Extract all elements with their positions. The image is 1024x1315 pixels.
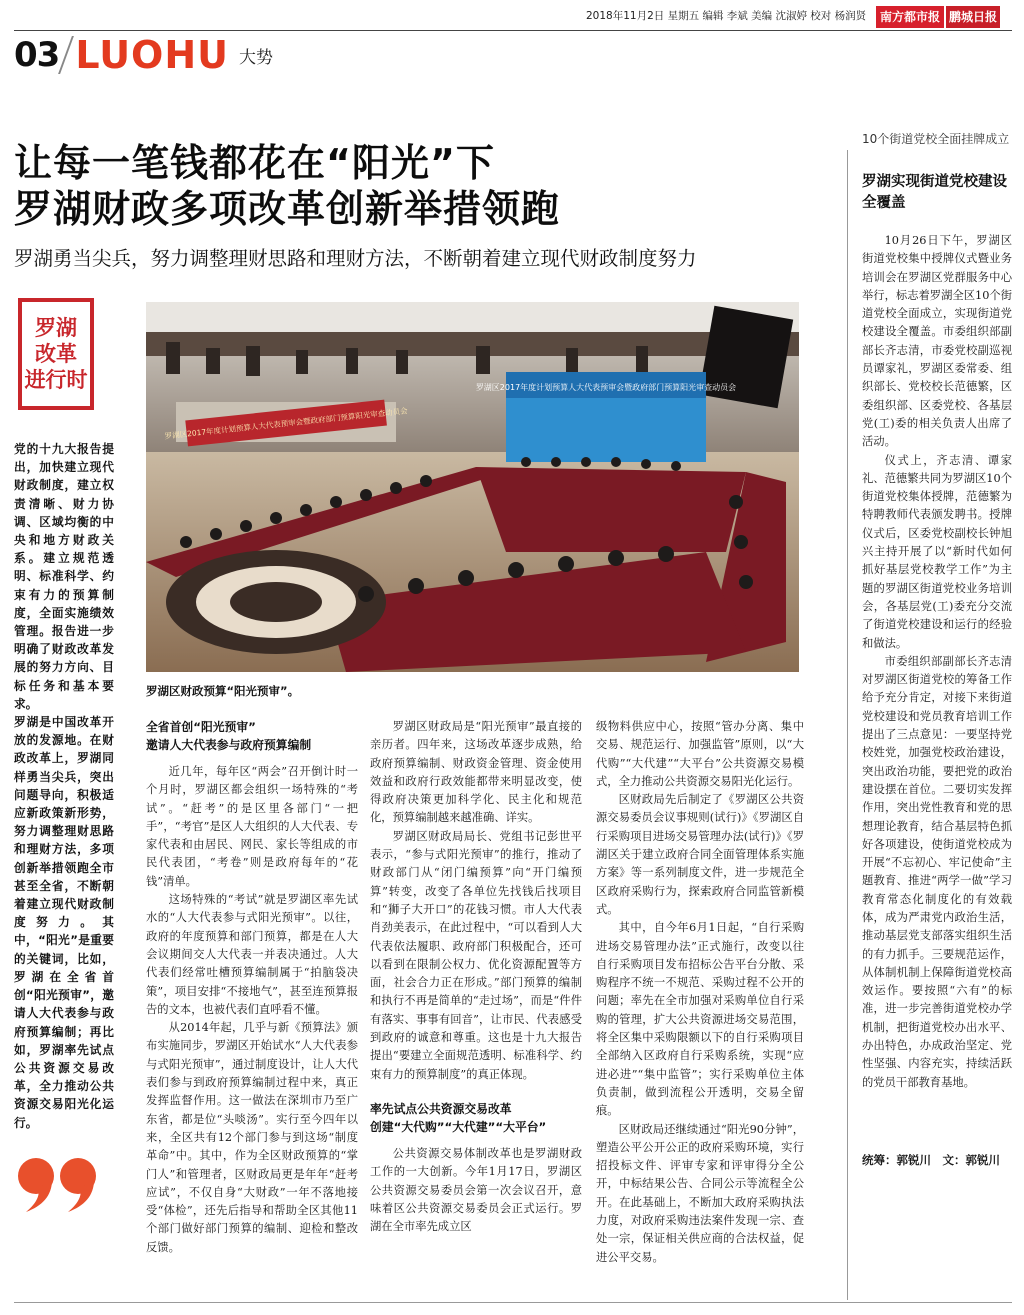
section-header: [14, 30, 273, 80]
seal-row-2: 改革: [35, 341, 77, 366]
brand-edition: 鹏城日报: [946, 6, 1000, 28]
sidebar-title: 罗湖实现街道党校建设全覆盖: [862, 174, 1007, 211]
screen-text: 罗湖区2017年度计划预算人大代表预审会暨政府部门预算阳光审查动员会: [475, 383, 737, 392]
article-paragraph: 公共资源交易体制改革也是罗湖财政工作的一大创新。今年1月17日，罗湖区公共资源交易委员会第一次会议召开，意味着区公共资源交易委员会正式运行。罗湖在全市率先成立区: [370, 1146, 582, 1234]
masthead-info: 2018年11月2日 星期五 编辑 李斌 美编 沈淑婷 校对 杨润贤: [586, 10, 867, 22]
article-paragraph: 罗湖区财政局是“阳光预审”最直接的亲历者。四年来，这场改革逐步成熟，给政府预算编制、财政资金管理、资金使用效益和政府行政效能都带来明显改变，使得政府决策更加科学化、民主化和规范化，预算编制越来越准确、详实。: [370, 720, 582, 825]
headline-line-2: 罗湖财政多项改革创新举措领跑: [14, 187, 561, 231]
sidebar-divider: [847, 150, 848, 1300]
headline-line-1: 让每一笔钱都花在“阳光”下: [14, 141, 495, 185]
article-paragraph: 这场特殊的“考试”就是罗湖区率先试水的“人大代表参与式阳光预审”。以往，政府的年度预算和部门预算，都是在人大会议期间交人大代表一并表决通过。人大代表们经常吐槽预算编制属于“拍脑袋决策”，项目安排“不接地气”，甚至连预算报告的文本，也被代表们直呼看不懂。: [146, 893, 358, 1016]
bottom-rule: [14, 1302, 1012, 1303]
article-paragraph: 从2014年起，几乎与新《预算法》颁布实施同步，罗湖区开始试水“人大代表参与式阳光预审”，通过制度设计，让人大代表们参与到政府预算编制过程中来，真正发挥监督作用。这一做法在深圳市乃至广东省，都是位“头啖汤”。实行至今四年以来，全区共有12个部门参与到这场“制度革命”中。其中，作为全区财政预算的“掌门人”和管理者，区财政局更是年年“赶考应试”，不仅自身“大财政”一年不落地接受“体检”，还先后指导和帮助全区其他11个部门做好部门预算的编制、迎检和整改反馈。: [146, 1021, 358, 1254]
byline: 统筹：郭锐川 文：郭锐川: [862, 1153, 1000, 1167]
subheading-1b: 邀请人大代表参与政府预算编制: [146, 738, 312, 752]
article-paragraph: 区财政局先后制定了《罗湖区公共资源交易委员会议事规则(试行)》《罗湖区自行采购项目进场交易管理办法(试行)》《罗湖区关于建立政府合同全面管理体系实施方案》等一系列制度文件，进一步规范全区政府采购行为，探索政府合同监管新模式。: [596, 793, 804, 916]
brand-logo: [876, 6, 1010, 28]
sidebar-pretitle: 10个街道党校全面挂牌成立: [862, 132, 1010, 146]
seal-row-3: 进行时: [24, 367, 88, 392]
article-paragraph: 其中，自今年6月1日起，“自行采购进场交易管理办法”正式施行，改变以往自行采购项目发布招标公告平台分散、采购程序不统一不规范、采购过程不公开的问题；率先在全市加强对采购单位自行采购的管理，扩大公共资源进场交易范围，将全区集中采购限额以下的自行采购项目全部纳入区政府自行采购系统，实现“应进必进”“集中监管”；实行采购单位主体负责制，做到流程公开透明，交易全留痕。: [596, 921, 804, 1118]
sidebar-paragraph: 仪式上，齐志清、谭家礼、范德繁共同为罗湖区10个街道党校集体授牌，范德繁为特聘教师代表颁发聘书。授牌仪式后，区委党校副校长钟旭兴主持开展了以“新时代如何抓好基层党校教学工作”为主题的罗湖区街道党校业务培训会，各基层党(工)委充分交流了街道党校建设和运行的经验和做法。: [862, 453, 1012, 650]
subhead: 罗湖勇当尖兵，努力调整理财思路和理财方法，不断朝着建立现代财政制度努力: [14, 247, 697, 270]
sidebar-paragraph: 10月26日下午，罗湖区街道党校集中授牌仪式暨业务培训会在罗湖区党群服务中心举行，标志着罗湖全区10个街道党校全面成立，实现街道党校建设全覆盖。市委组织部副部长齐志清，市委党校副巡视员谭家礼，罗湖区委常委、组织部长、党校校长范德繁，区委组织部、区委党校、各基层党(工)委的相关负责人出席了活动。: [862, 234, 1012, 449]
banner-text: 罗湖区2017年度计划预算人大代表预审会暨政府部门预算阳光审查动员会: [164, 406, 409, 441]
article-column-1: [146, 718, 358, 1257]
slash-divider: [58, 36, 74, 74]
meeting-photo: [146, 302, 799, 672]
column-seal: [18, 298, 94, 410]
intro-column: [14, 440, 114, 1132]
meeting-photo-illustration: [146, 302, 799, 672]
section-name: LUOHU: [75, 33, 230, 77]
sidebar-body: [862, 232, 1012, 1092]
article-column-3: [596, 718, 804, 1267]
page-number: 03: [14, 35, 60, 75]
article-paragraph: 区财政局还继续通过“阳光90分钟”，塑造公平公开公正的政府采购环境，实行招投标文件、评审专家和评审得分全公开，中标结果公告、合同公示等流程全公开。在此基础上，不断加大政府采购执法力度，对政府采购违法案件发现一宗、查处一宗，保证相关供应商的合法权益，促进公平交易。: [596, 1122, 804, 1264]
headline: [14, 140, 814, 232]
quote-icon: [16, 1154, 106, 1214]
sidebar-paragraph: 市委组织部副部长齐志清对罗湖区街道党校的筹备工作给予充分肯定，对接下来街道党校建设和党员教育培训工作提出了三点意见：一要坚持党校姓党，加强党校政治建设，突出政治功能，要把党的政治建设摆在首位。二要切实发挥作用，突出党性教育和党的思想理论教育，结合基层特色抓好各项建设，使街道党校成为开展“不忘初心、牢记使命”主题教育、推进“两学一做”学习教育常态化制度化的有效载体，成为严肃党内政治生活，推动基层党支部落实组织生活的有力抓手。三要规范运作，从体制机制上保障街道党校高效运作。要按照“六有”的标准，进一步完善街道党校办学机制，把街道党校办出水平、办出特色，办成政治坚定、党性坚强、内容充实，持续活跃的党员干部教育基地。: [862, 654, 1012, 1089]
subheading-2a: 率先试点公共资源交易改革: [370, 1101, 512, 1116]
photo-caption: 罗湖区财政预算“阳光预审”。: [146, 684, 300, 698]
article-paragraph: 罗湖区财政局局长、党组书记彭世平表示，“参与式阳光预审”的推行，推动了财政部门从“闭门编预算”向“开门编预算”转变，改变了各单位先找钱后找项目和“狮子大开口”的花钱习惯。市人大代表肖劲美表示，在此过程中，“可以看到人大代表依法履职、政府部门积极配合，还可以看到在限制公权力、优化资源配置等方面，社会合力正在形成。”部门预算的编制和执行不再是简单的“走过场”，而是“件件有落实、事事有回音”，让市民、代表感受到政府的诚意和尊重。这也是十九大报告提出“要建立全面规范透明、标准科学、约束有力的预算制度”的真正体现。: [370, 829, 582, 1081]
article-paragraph: 近几年，每年区“两会”召开倒计时一个月时，罗湖区都会组织一场特殊的“考试”。“赶考”的是区里各部门“一把手”，“考官”是区人大组织的人大代表、专家代表和由居民、网民、家长等组成的市民代表团，“考卷”则是政府每年的“花钱”清单。: [146, 765, 358, 888]
article-paragraph: 级物料供应中心，按照“管办分离、集中交易、规范运行、加强监管”原则，以“大代购”“大代建”“大平台”公共资源交易模式，全力推动公共资源交易阳光化运行。: [596, 720, 804, 788]
seal-row-1: 罗湖: [35, 315, 77, 340]
brand-name: 南方都市报: [876, 6, 944, 28]
section-sub: 大势: [239, 47, 274, 68]
intro-paragraph-1: 党的十九大报告提出，加快建立现代财政制度，建立权责清晰、财力协调、区域均衡的中央和地方财政关系。建立规范透明、标准科学、约束有力的预算制度，全面实施绩效管理。报告进一步明确了财政改革发展的努力方向、目标任务和基本要求。: [14, 442, 114, 711]
intro-paragraph-2: 罗湖是中国改革开放的发源地。在财政改革上，罗湖同样勇当尖兵，突出问题导向，积极适应新政策新形势，努力调整理财思路和理财方法，多项创新举措领跑全市甚至全省，不断朝着建立现代财政制度努力。其中，“阳光”是重要的关键词，比如，罗湖在全省首创“阳光预审”，邀请人大代表参与政府预算编制；再比如，罗湖率先试点公共资源交易改革，全力推动公共资源交易阳光化运行。: [14, 715, 114, 1130]
subheading-2b: 创建“大代购”“大代建”“大平台”: [370, 1119, 547, 1134]
article-column-2: [370, 718, 582, 1236]
subheading-1a: 全省首创“阳光预审”: [146, 720, 256, 734]
